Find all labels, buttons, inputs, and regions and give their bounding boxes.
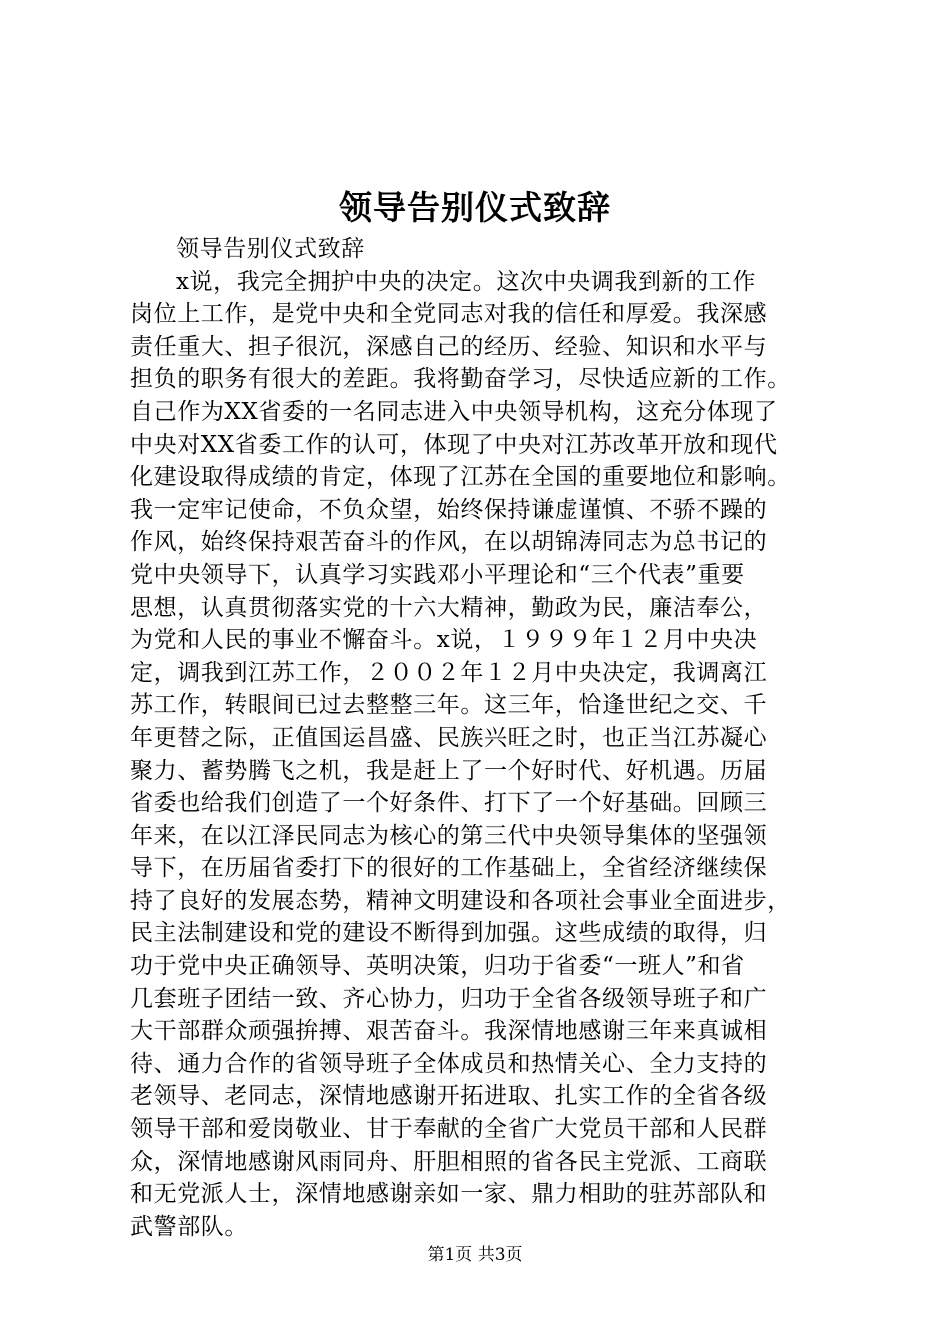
page-footer xyxy=(0,1244,950,1266)
body-line: 大干部群众顽强拚搏、艰苦奋斗。我深情地感谢三年来真诚相 xyxy=(130,1018,768,1045)
body-line: 担负的职务有很大的差距。我将勤奋学习，尽快适应新的工作。 xyxy=(130,366,791,393)
body-line: 聚力、蓄势腾飞之机，我是赶上了一个好时代、好机遇。历届 xyxy=(130,757,768,784)
body-line: 思想，认真贯彻落实党的十六大精神，勤政为民，廉洁奉公， xyxy=(130,594,768,621)
body-line: 苏工作，转眼间已过去整整三年。这三年，恰逢世纪之交、千 xyxy=(130,692,768,719)
body-line: 自己作为XX省委的一名同志进入中央领导机构，这充分体现了 xyxy=(130,398,778,425)
body-line: 岗位上工作，是党中央和全党同志对我的信任和厚爱。我深感 xyxy=(130,301,768,328)
page-indicator: 第1页 共3页 xyxy=(427,1245,523,1265)
body-line: 几套班子团结一致、齐心协力，归功于全省各级领导班子和广 xyxy=(130,985,768,1012)
body-line: 年更替之际，正值国运昌盛、民族兴旺之时，也正当江苏凝心 xyxy=(130,724,768,751)
body-line: 省委也给我们创造了一个好条件、打下了一个好基础。回顾三 xyxy=(130,790,768,817)
body-line: 持了良好的发展态势，精神文明建设和各项社会事业全面进步， xyxy=(130,887,791,914)
body-line: 领导干部和爱岗敬业、甘于奉献的全省广大党员干部和人民群 xyxy=(130,1116,768,1143)
body-line: 作风，始终保持艰苦奋斗的作风，在以胡锦涛同志为总书记的 xyxy=(130,529,768,556)
body-line: 我一定牢记使命，不负众望，始终保持谦虚谨慎、不骄不躁的 xyxy=(130,496,768,523)
body-line: 众，深情地感谢风雨同舟、肝胆相照的省各民主党派、工商联 xyxy=(130,1148,768,1175)
body-line: 民主法制建设和党的建设不断得到加强。这些成绩的取得，归 xyxy=(130,920,768,947)
body-line: 化建设取得成绩的肯定，体现了江苏在全国的重要地位和影响。 xyxy=(130,464,791,491)
body-line: 定，调我到江苏工作，２００２年１２月中央决定，我调离江 xyxy=(130,659,768,686)
body-line: 功于党中央正确领导、英明决策，归功于省委“一班人”和省 xyxy=(130,953,745,980)
body-line: 责任重大、担子很沉，深感自己的经历、经验、知识和水平与 xyxy=(130,333,768,360)
body-line: 武警部队。 xyxy=(130,1213,248,1240)
body-line: 中央对XX省委工作的认可，体现了中央对江苏改革开放和现代 xyxy=(130,431,778,458)
document-body xyxy=(130,233,855,1243)
body-line: 年来，在以江泽民同志为核心的第三代中央领导集体的坚强领 xyxy=(130,822,768,849)
body-line: 为党和人民的事业不懈奋斗。x说，１９９９年１２月中央决 xyxy=(130,627,758,654)
body-line: 党中央领导下，认真学习实践邓小平理论和“三个代表”重要 xyxy=(130,561,745,588)
body-line: 老领导、老同志，深情地感谢开拓进取、扎实工作的全省各级 xyxy=(130,1083,768,1110)
document-title: 领导告别仪式致辞 xyxy=(339,188,611,227)
body-line: 导下，在历届省委打下的很好的工作基础上，全省经济继续保 xyxy=(130,855,768,882)
body-line: x说，我完全拥护中央的决定。这次中央调我到新的工作 xyxy=(176,268,756,295)
body-line: 待、通力合作的省领导班子全体成员和热情关心、全力支持的 xyxy=(130,1050,768,1077)
body-subtitle-line: 领导告别仪式致辞 xyxy=(176,236,365,262)
body-line: 和无党派人士，深情地感谢亲如一家、鼎力相助的驻苏部队和 xyxy=(130,1181,768,1208)
